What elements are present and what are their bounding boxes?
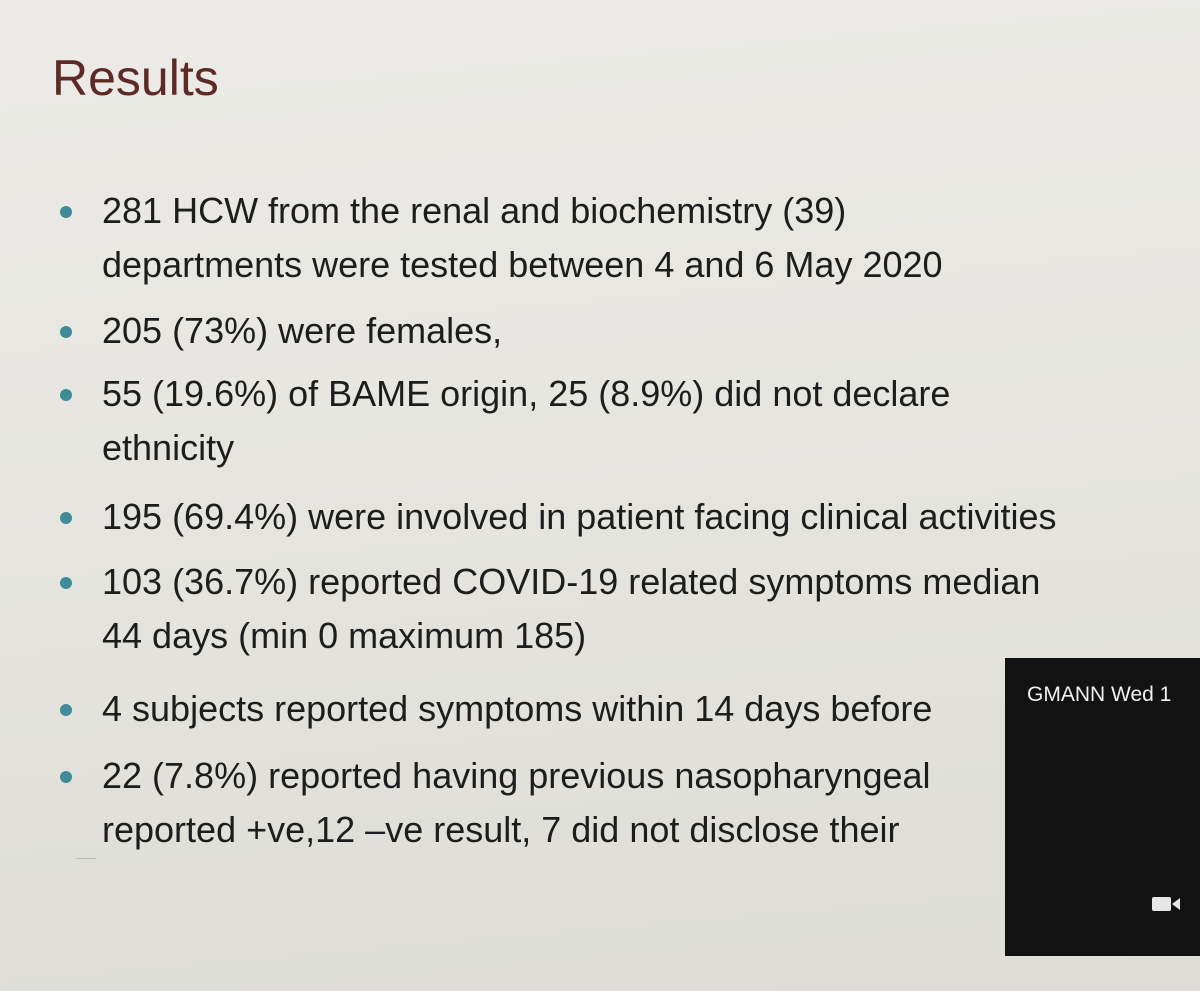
video-participant-tile[interactable] [1005, 658, 1200, 956]
bullet-line: departments were tested between 4 and 6 May 2020 [102, 244, 943, 285]
slide-mark [76, 858, 96, 859]
participant-name-label: GMANN Wed 1 [1027, 683, 1172, 706]
bullet-text [102, 304, 502, 358]
bullet-line: 44 days (min 0 maximum 185) [102, 615, 587, 656]
bullet-point-icon [60, 206, 72, 218]
bullet-point-icon [60, 704, 72, 716]
video-camera-icon[interactable] [1151, 894, 1181, 914]
bullet-line: 55 (19.6%) of BAME origin, 25 (8.9%) did not declare [102, 373, 951, 414]
bullet-point-icon [60, 771, 72, 783]
bullet-line: 103 (36.7%) reported COVID-19 related symptoms median [102, 561, 1041, 602]
bullet-text [102, 184, 943, 292]
bullet-line: 195 (69.4%) were involved in patient facing clinical activities [102, 496, 1057, 537]
bullet-text [102, 367, 950, 475]
bullet-point-icon [60, 512, 72, 524]
bullet-point-icon [60, 389, 72, 401]
bullet-line: ethnicity [102, 427, 235, 468]
bullet-line: reported +ve,12 –ve result, 7 did not disclose their [102, 809, 900, 850]
bullet-line: 281 HCW from the renal and biochemistry (39) [102, 190, 847, 231]
bullet-text [102, 749, 931, 857]
bullet-line: 22 (7.8%) reported having previous nasopharyngeal [102, 755, 931, 796]
slide-title: Results [52, 50, 219, 106]
bullet-text [102, 555, 1040, 663]
bullet-line: 205 (73%) were females, [102, 310, 503, 351]
bullet-text [102, 682, 932, 736]
bullet-text [102, 490, 1057, 544]
bullet-point-icon [60, 326, 72, 338]
bullet-line: 4 subjects reported symptoms within 14 days before [102, 688, 933, 729]
bullet-point-icon [60, 577, 72, 589]
